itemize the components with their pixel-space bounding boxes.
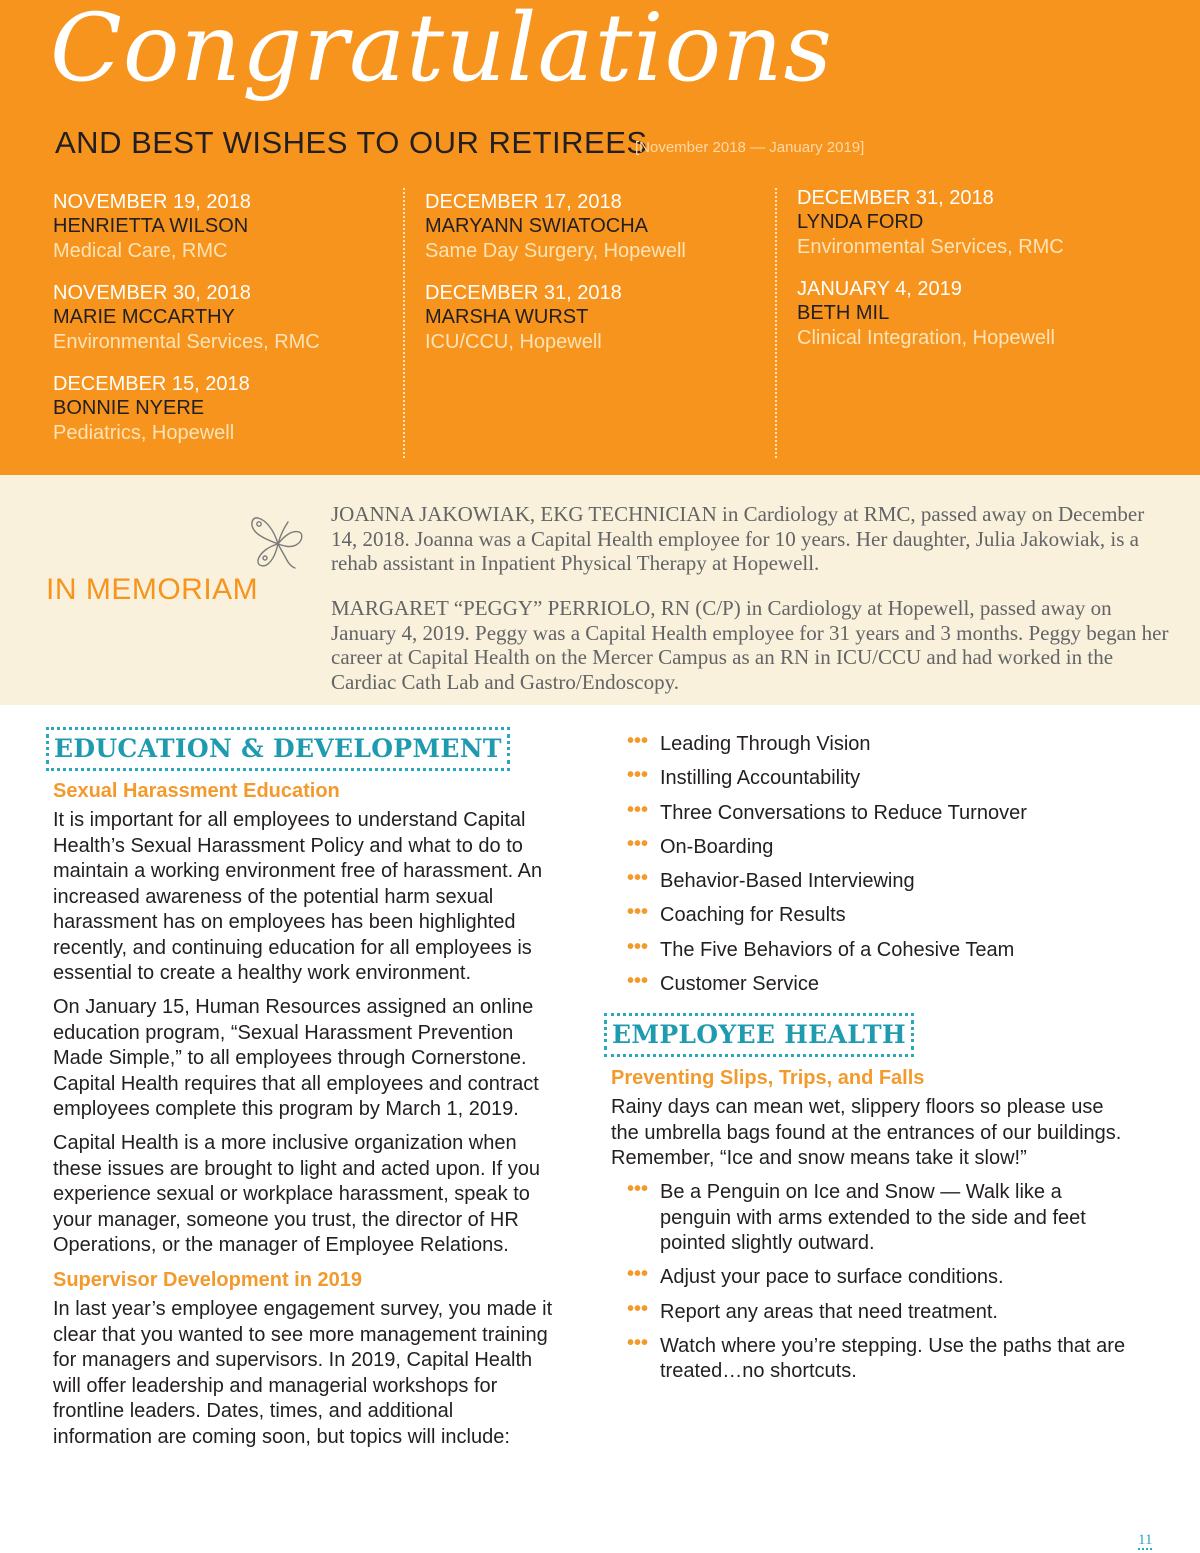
in-memoriam-heading: IN MEMORIAM <box>46 573 259 606</box>
retiree-name: BETH MIL <box>797 302 890 324</box>
topic-text: Customer Service <box>660 973 819 996</box>
list-item <box>611 869 1171 895</box>
sexual-harassment-heading: Sexual Harassment Education <box>53 780 340 802</box>
column-divider <box>403 188 405 458</box>
retiree-name: MARYANN SWIATOCHA <box>425 215 648 237</box>
retiree-entry <box>425 281 765 355</box>
list-item <box>611 972 1171 998</box>
topic-text: Coaching for Results <box>660 904 846 927</box>
bullet-dots-icon: ••• <box>627 1297 649 1320</box>
safety-tips-list <box>611 1180 1131 1385</box>
bullet-dots-icon: ••• <box>627 1263 649 1286</box>
retirement-date: NOVEMBER 19, 2018 <box>53 191 251 213</box>
bullet-dots-icon: ••• <box>627 1178 649 1200</box>
retiree-entry <box>797 277 1137 351</box>
retiree-department: Medical Care, RMC <box>53 240 228 262</box>
retiree-name: BONNIE NYERE <box>53 397 205 419</box>
bullet-dots-icon: ••• <box>627 867 649 890</box>
page-number: 11 <box>1138 1532 1153 1548</box>
supervisor-development-heading: Supervisor Development in 2019 <box>53 1269 363 1291</box>
list-item <box>611 832 1171 861</box>
retirees-banner <box>0 0 1200 475</box>
topic-text: On-Boarding <box>660 835 774 858</box>
memoriam-entry <box>331 502 1171 576</box>
retirement-date: DECEMBER 31, 2018 <box>425 282 622 304</box>
retiree-name: LYNDA FORD <box>797 211 924 233</box>
retirement-date: DECEMBER 17, 2018 <box>425 191 622 213</box>
list-item <box>611 1331 1131 1385</box>
body-paragraph: Rainy days can mean wet, slippery floors so please use the umbrella bags found at the entrances of our buildings. Remember, “Ice and snow means take it slow!” <box>611 1096 1122 1169</box>
retiree-name: HENRIETTA WILSON <box>53 215 249 237</box>
column-divider <box>775 188 777 458</box>
list-item <box>611 732 1171 758</box>
list-item <box>611 1297 1131 1326</box>
butterfly-icon <box>244 510 314 580</box>
bullet-dots-icon: ••• <box>627 1331 649 1354</box>
memoriam-name: MARGARET “PEGGY” PERRIOLO, RN (C/P) <box>331 596 741 620</box>
topic-text: Three Conversations to Reduce Turnover <box>660 801 1027 824</box>
retirees-subtitle: AND BEST WISHES TO OUR RETIREES <box>55 125 648 160</box>
list-item <box>611 935 1171 964</box>
body-paragraph: It is important for all employees to understand Capital Health’s Sexual Harassment Policy and what to do to maintain a working environment free of harassment. An increased awareness of the potential harm sexual harassment has on employees has been highlighted recently, and continuing education for all employees is essential to create a healthy work environment. <box>53 809 543 984</box>
topic-text: The Five Behaviors of a Cohesive Team <box>660 938 1015 961</box>
slips-trips-falls-heading: Preventing Slips, Trips, and Falls <box>611 1067 925 1089</box>
tip-text: Adjust your pace to surface conditions. <box>660 1266 1004 1289</box>
list-item <box>611 903 1171 929</box>
bullet-dots-icon: ••• <box>627 730 649 752</box>
memoriam-text: in Cardiology at Hopewell, passed away on January 4, 2019. Peggy was a Capital Health employee for 31 years and 3 months. Peggy began her career at Capital Health on the Mercer Campus as an RN in ICU/CCU and had worked in the Cardiac Cath Lab and Gastro/Endoscopy. <box>331 596 1169 694</box>
list-item <box>611 1265 1131 1291</box>
list-item <box>611 766 1171 792</box>
topic-text: Leading Through Vision <box>660 733 871 755</box>
bullet-dots-icon: ••• <box>627 798 649 821</box>
retiree-department: Same Day Surgery, Hopewell <box>425 240 686 262</box>
retiree-entry <box>797 186 1137 260</box>
bullet-dots-icon: ••• <box>627 764 649 787</box>
retiree-department: ICU/CCU, Hopewell <box>425 331 602 353</box>
retirement-date: DECEMBER 15, 2018 <box>53 373 250 395</box>
retiree-name: MARIE MCCARTHY <box>53 306 235 328</box>
retiree-entry <box>53 372 393 446</box>
memoriam-entry <box>331 596 1171 694</box>
memoriam-text: in Cardiology at RMC, passed away on December 14, 2018. Joanna was a Capital Health employee for 10 years. Her daughter, Julia Jakowiak, is a rehab assistant in Inpatient Physical Therapy at Hopewell. <box>331 502 1145 575</box>
bullet-dots-icon: ••• <box>627 832 649 855</box>
body-paragraph: On January 15, Human Resources assigned an online education program, “Sexual Harassment Prevention Made Simple,” to all employees through Cornerstone. Capital Health requires that all employees and contract employees complete this program by March 1, 2019. <box>53 996 539 1120</box>
retirees-date-range: [November 2018 — January 2019] <box>635 139 865 156</box>
retirement-date: DECEMBER 31, 2018 <box>797 187 994 209</box>
education-development-heading: EDUCATION & DEVELOPMENT <box>46 727 510 771</box>
body-paragraph: In last year’s employee engagement survey, you made it clear that you wanted to see more management training for managers and supervisors. In 2019, Capital Health will offer leadership and managerial workshops for frontline leaders. Dates, times, and additional information are coming soon, but topics will include: <box>53 1298 553 1448</box>
retiree-department: Clinical Integration, Hopewell <box>797 327 1055 349</box>
employee-health-heading: EMPLOYEE HEALTH <box>604 1013 914 1057</box>
bullet-dots-icon: ••• <box>627 970 649 993</box>
retiree-name: MARSHA WURST <box>425 306 589 328</box>
bullet-dots-icon: ••• <box>627 901 649 924</box>
congratulations-title: Congratulations <box>50 0 833 103</box>
tip-text: Report any areas that need treatment. <box>660 1300 998 1323</box>
topic-text: Behavior-Based Interviewing <box>660 870 915 893</box>
body-paragraph: Capital Health is a more inclusive organization when these issues are brought to light and acted upon. If you experience sexual or workplace harassment, speak to your manager, someone you trust, the director of HR Operations, or the manager of Employee Relations. <box>53 1132 540 1256</box>
memoriam-name: JOANNA JAKOWIAK, EKG TECHNICIAN <box>331 502 717 526</box>
topic-text: Instilling Accountability <box>660 767 861 790</box>
retiree-department: Pediatrics, Hopewell <box>53 422 235 444</box>
retiree-entry <box>53 281 393 355</box>
tip-text: Be a Penguin on Ice and Snow — Walk like a penguin with arms extended to the side and feet pointed slightly outward. <box>660 1181 1086 1254</box>
retirement-date: JANUARY 4, 2019 <box>797 278 962 300</box>
retiree-department: Environmental Services, RMC <box>53 331 320 353</box>
list-item <box>611 798 1171 827</box>
retiree-entry <box>53 190 393 264</box>
workshop-topics-list <box>611 732 1171 998</box>
list-item <box>611 1180 1131 1257</box>
retiree-entry <box>425 190 765 264</box>
tip-text: Watch where you’re stepping. Use the paths that are treated…no shortcuts. <box>660 1334 1126 1383</box>
retirement-date: NOVEMBER 30, 2018 <box>53 282 251 304</box>
bullet-dots-icon: ••• <box>627 935 649 958</box>
retiree-department: Environmental Services, RMC <box>797 236 1064 258</box>
in-memoriam-section <box>0 475 1200 705</box>
